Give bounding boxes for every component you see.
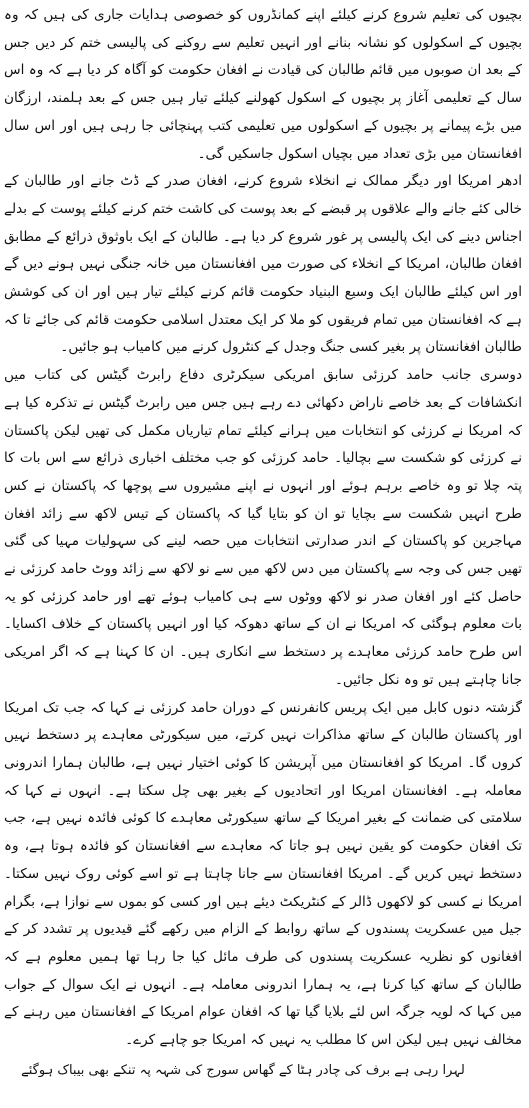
article-paragraph-2: ادھر امریکا اور دیگر ممالک نے انخلاء شروع کرنے، افغان صدر کے ڈٹ جانے اور طالبان کے خالی کئے جانے والے علاقوں پر قبضے کے بعد پوست کی کاشت ختم کرنے کیلئے پوست کے بدلے اجناس دینے کی ایک پالیسی پر غور شروع کر دیا ہے۔ طالبان کے ایک باوثوق ذرائع کے مطابق افغان طالبان، امریکا کے انخلاء کی صورت میں افغانستان میں خانہ جنگی نہیں ہونے دیں گے اور اس کیلئے طالبان ایک وسیع البنیاد حکومت قائم کرنے کیلئے تیار ہیں اور ان کی کوشش ہے کہ افغانستان میں تمام فریقوں کو ملا کر ایک معتدل اسلامی حکومت قائم کی جائے تا کہ طالبان افغانستان پر بغیر کسی جنگ وجدل کے کنٹرول کرنے میں کامیاب ہو جائیں۔ — [4, 173, 522, 356]
closing-verse: لہرا رہی ہے برف کی چادر ہٹا کے گھاس سورج کی شہہ پہ تنکے بھی بیباک ہوگئے — [21, 1062, 465, 1078]
article-paragraph-3: دوسری جانب حامد کرزئی سابق امریکی سیکرٹری دفاع رابرٹ گیٹس کی کتاب میں انکشافات کے بعد خاصے ناراض دکھائی دے رہے ہیں جس میں رابرٹ گیٹس نے تذکرہ کیا ہے کہ امریکا نے کرزئی کو انتخابات میں ہرانے کیلئے تمام تیاریاں مکمل کی تھیں لیکن پاکستان نے کرزئی کو شکست سے بچالیا۔ حامد کرزئی کو جب مختلف اخباری ذرائع سے اس بات کا پتہ چلا تو وہ خاصے برہم ہوئے اور انہوں نے اپنے مشیروں سے پوچھا کہ پاکستان نے کس طرح انہیں شکست سے بچایا تو ان کو بتایا گیا کہ پاکستان کے تیس لاکھ سے زائد افغان مہاجرین کو پاکستان کے اندر صدارتی انتخابات میں حصہ لینے کی سہولیات مہیا کی گئی تھیں جس کی وجہ سے پاکستان میں دس لاکھ میں سے نو لاکھ سے زائد ووٹ حامد کرزئی نے حاصل کئے اور افغان صدر نو لاکھ ووٹوں سے ہی کامیاب ہوئے تھے اور حامد کرزئی کو یہ بات معلوم ہوگئی کہ امریکا نے ان کے ساتھ دھوکہ کیا اور انہیں پاکستان کے خلاف اکسایا۔ اس طرح حامد کرزئی معاہدے پر دستخط سے انکاری ہیں۔ ان کا کہنا ہے کہ اگر امریکی جانا چاہتے ہیں تو وہ نکل جائیں۔ — [4, 367, 522, 688]
article-paragraph-4: گزشتہ دنوں کابل میں ایک پریس کانفرنس کے دوران حامد کرزئی نے کہا کہ جب تک امریکا اور پاکستان طالبان کے ساتھ مذاکرات نہیں کرتے، میں سیکورٹی معاہدے پر دستخط نہیں کروں گا۔ امریکا کو افغانستان میں آپریشن کا کوئی اختیار نہیں ہے، طالبان ہمارا اندرونی معاملہ ہے۔ افغانستان امریکا اور اتحادیوں کے بغیر بھی چل سکتا ہے۔ انہوں نے کہا کہ سلامتی کی ضمانت کے بغیر امریکا کے ساتھ سیکورٹی معاہدے کا کوئی فائدہ نہیں ہے، جب تک افغان حکومت کو یقین نہیں ہو جاتا کہ معاہدے سے افغانستان کو فائدہ ہوتا ہے، وہ دستخط نہیں کریں گے۔ امریکا افغانستان سے جانا چاہتا ہے تو اسے کوئی روک نہیں سکتا۔ امریکا نے کسی کو لاکھوں ڈالر کے کنٹریکٹ دیئے ہیں اور کسی کو بموں سے نوازا ہے، بگرام جیل میں عسکریت پسندوں کے ساتھ روابط کے الزام میں رکھے گئے قیدیوں پر تشدد کر کے افغانوں کو نظریہ عسکریت پسندوں کی طرف مائل کیا جا رہا تھا ہمیں معلوم ہے کہ طالبان کے ساتھ کیا کرنا ہے، یہ ہمارا اندرونی معاملہ ہے۔ انہوں نے ایک سوال کے جواب میں کہا کہ لویہ جرگہ اس لئے بلایا گیا تھا کہ افغان عوام امریکا کے افغانستان میں رہنے کے مخالف نہیں ہیں لیکن اس کا مطلب یہ نہیں کہ امریکا جو چاہے کرے۔ — [4, 699, 522, 1049]
article-paragraph-1: بچیوں کی تعلیم شروع کرنے کیلئے اپنے کمانڈروں کو خصوصی ہدایات جاری کی ہیں کہ وہ بچیوں کے اسکولوں کو نشانہ بنانے اور انہیں تعلیم سے روکنے کی پالیسی ختم کر دیں جس کے بعد ان صوبوں میں قائم طالبان کی قیادت نے افغان حکومت کو آگاہ کر دیا ہے کہ وہ اس سال کے تعلیمی آغاز پر بچیوں کے اسکول کھولنے کیلئے تیار ہیں جس کے بعد ہلمند، ارزگان میں بڑے پیمانے پر بچیوں کے اسکولوں میں تعلیمی کتب پہنچائی جا رہی ہیں اور اس سال افغانستان میں بڑی تعداد میں بچیاں اسکول جاسکیں گی۔ — [4, 7, 522, 162]
